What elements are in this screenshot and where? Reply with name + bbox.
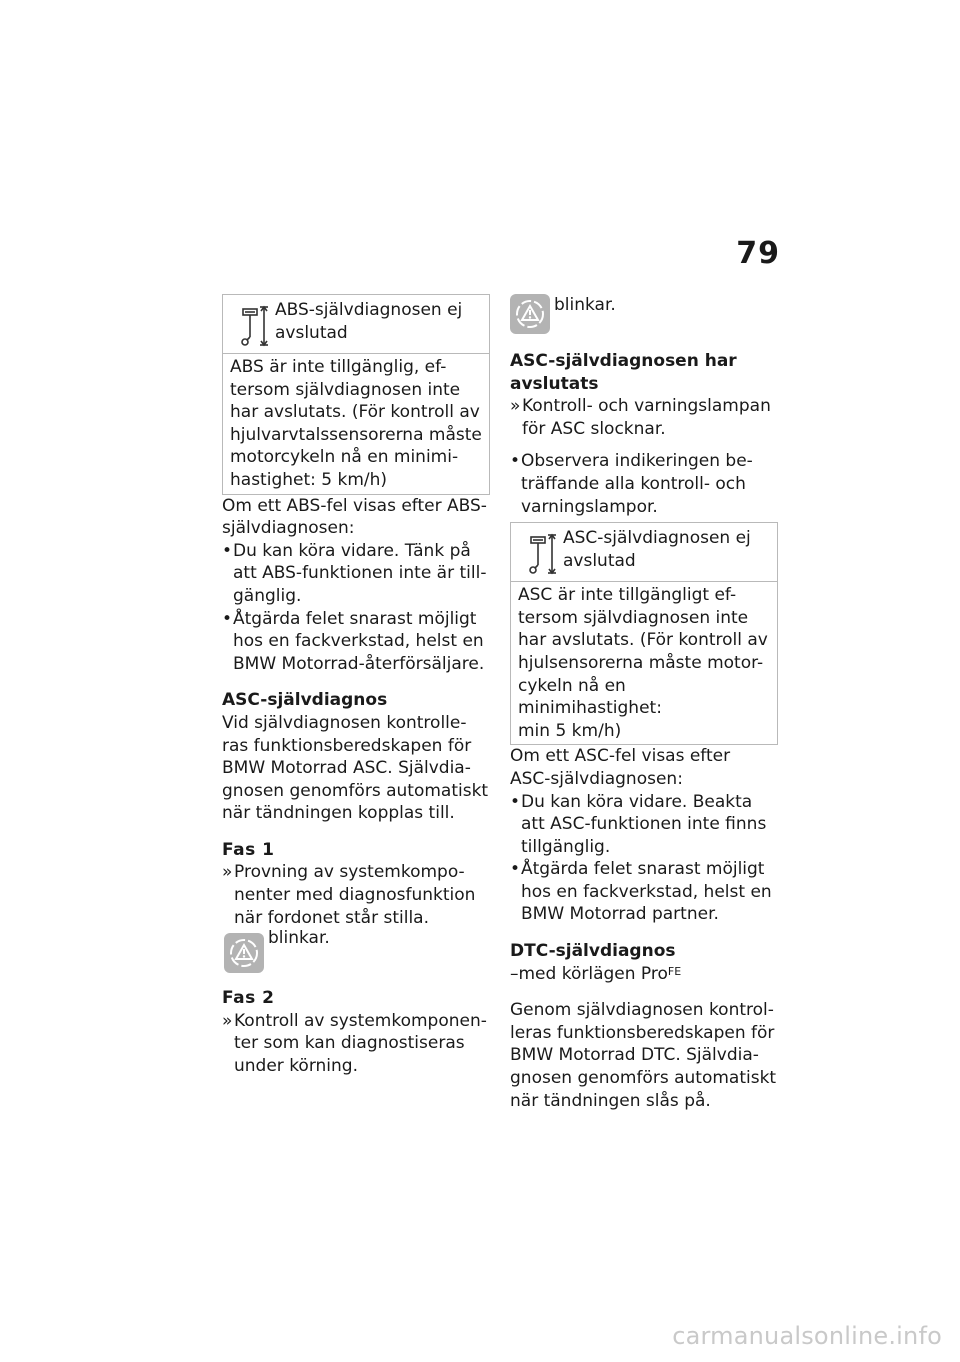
list-item: • Du kan köra vidare. Beakta att ASC-funktionen inte finns tillgänglig.: [510, 791, 767, 857]
dtc-selfdiag-text: Genom självdiagnosen kontrol- leras funktionsberedskapen för BMW Motorrad DTC. Självdia- gnosen genomförs automatiskt när tändningen slås på.: [510, 1000, 777, 1111]
list-item: • Observera indikeringen be- träffande alla kontroll- och varningslampor.: [510, 451, 753, 517]
dtc-riding-mode-note: –med körlägen Pro$^{FE}$: [510, 963, 682, 984]
phase-2-list: [222, 1010, 490, 1078]
warning-triangle-icon: [515, 299, 545, 329]
asc-note-body: ASC är inte tillgängligt ef- tersom självdiagnosen inte har avslutats. (För kontroll av hjulsensorerna måste motor- cykeln nå en minimihastighet: min 5 km/h): [518, 585, 768, 741]
piston-tool-icon: [519, 531, 563, 577]
list-item: • Åtgärda felet snarast möjligt hos en fackverkstad, helst en BMW Motorrad partner.: [510, 859, 772, 925]
asc-fault-intro: Om ett ASC-fel visas efter ASC-självdiagnosen:: [510, 746, 731, 789]
left-column: [222, 294, 490, 1078]
asc-warning-light-icon: [224, 933, 264, 973]
abs-note-title: ABS-självdiagnosen ej avslutad: [275, 300, 463, 343]
page-number: 79: [736, 236, 780, 271]
asc-note-title: ASC-självdiagnosen ej avslutad: [563, 528, 751, 571]
abs-fault-intro: Om ett ABS-fel visas efter ABS- självdiagnosen:: [222, 495, 487, 539]
right-column: [510, 294, 778, 1112]
phase-1-heading: Fas 1: [222, 839, 275, 860]
asc-selfdiag-note-box: [510, 522, 778, 745]
phase-2-blink-text: blinkar.: [554, 295, 616, 315]
watermark: carmanualsonline.info: [672, 1322, 942, 1350]
phase-1-list: [222, 861, 490, 929]
list-item: » Kontroll av systemkomponen- ter som kan diagnostiseras under körning.: [222, 1010, 487, 1077]
observe-list: [510, 450, 778, 518]
phase-2-warning-row: [510, 294, 778, 334]
asc-note-header: [511, 523, 777, 582]
asc-done-heading: ASC-självdiagnosen har avslutats: [510, 351, 737, 394]
phase-1-blink-text: blinkar.: [268, 928, 330, 949]
fe-superscript: FE: [667, 964, 682, 978]
phase-1-warning-row: [224, 927, 490, 973]
list-item: • Du kan köra vidare. Tänk på att ABS-funktionen inte är till- gänglig.: [222, 540, 487, 606]
warning-triangle-icon: [229, 938, 259, 968]
asc-done-list: [510, 395, 778, 440]
asc-fault-list: [510, 791, 778, 927]
asc-selfdiag-heading: ASC-självdiagnos: [222, 690, 388, 711]
abs-note-body: ABS är inte tillgänglig, ef- tersom självdiagnosen inte har avslutats. (För kontroll av hjulvarvtalssensorerna måste motorcykeln nå en minimi- hastighet: 5 km/h): [230, 357, 482, 490]
phase-2-heading: Fas 2: [222, 988, 275, 1009]
abs-selfdiag-note-box: [222, 294, 490, 495]
abs-note-header: [223, 295, 489, 354]
list-item: » Provning av systemkompo- nenter med diagnosfunktion när fordonet står stilla.: [222, 862, 476, 928]
abs-fault-list: [222, 540, 490, 676]
asc-warning-light-icon: [510, 294, 550, 334]
asc-selfdiag-text: Vid självdiagnosen kontrolle- ras funktionsberedskapen för BMW Motorrad ASC. Självdia- gnosen genomförs automatiskt när tändningen kopplas till.: [222, 712, 489, 824]
list-item: • Åtgärda felet snarast möjligt hos en fackverkstad, helst en BMW Motorrad-återförsäljare.: [222, 608, 485, 674]
dtc-selfdiag-heading: DTC-självdiagnos: [510, 941, 676, 962]
list-item: » Kontroll- och varningslampan för ASC slocknar.: [510, 396, 771, 439]
piston-tool-icon: [231, 303, 275, 349]
